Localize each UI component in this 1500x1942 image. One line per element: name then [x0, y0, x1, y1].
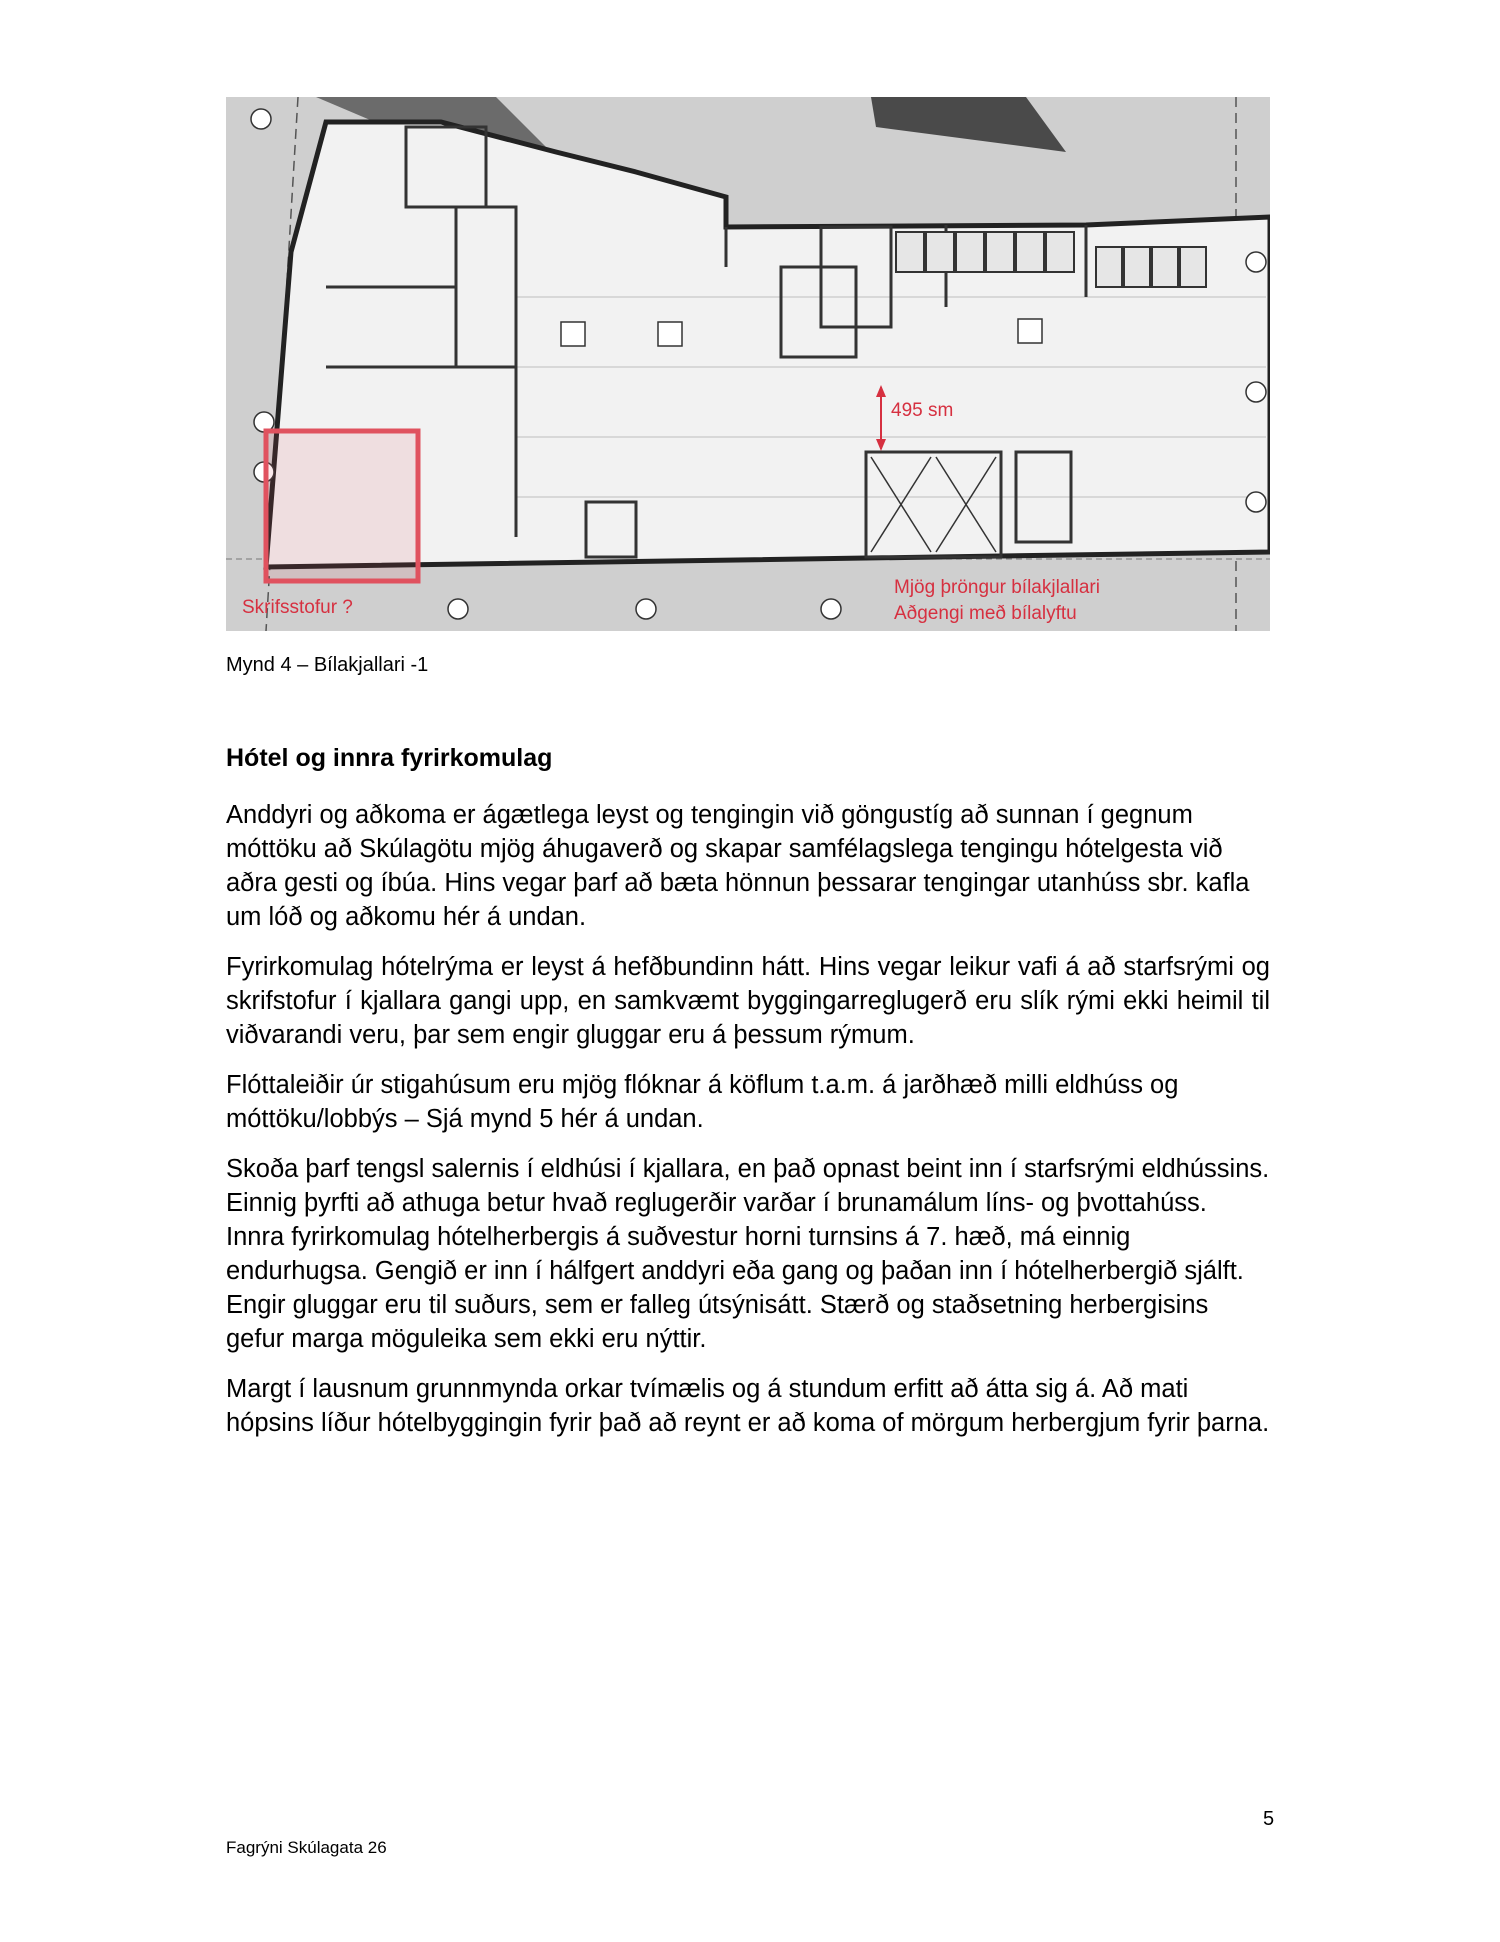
note-line-1: Mjög þröngur bílakjlallari	[894, 577, 1100, 598]
paragraph: Skoða þarf tengsl salernis í eldhúsi í kjallara, en það opnast beint inn í starfsrými eldhússins. Einnig þyrfti að athuga betur hvað reglugerðir varðar í brunamálum líns- og þvottahúss. Innra fyrirkomulag hótelherbergis á suðvestur horni turnsins á 7. hæð, má einnig endurhugsa. Gengið er inn í hálfgert anddyri eða gang og þaðan inn í hótelherbergið sjálft. Engir gluggar eru til suðurs, sem er falleg útsýnisátt. Stærð og staðsetning herbergisins gefur marga möguleika sem ekki eru nýttir.	[226, 1155, 1270, 1353]
page-footer: Fagrýni Skúlagata 26	[226, 1838, 387, 1857]
figure-caption: Mynd 4 – Bílakjallari -1	[226, 654, 429, 676]
page-number: 5	[1263, 1808, 1275, 1830]
floor-plan-figure	[226, 97, 1270, 631]
paragraph: Anddyri og aðkoma er ágætlega leyst og tengingin við göngustíg að sunnan í gegnum móttöku að Skúlagötu mjög áhugaverð og skapar samfélagslega tengingu hótelgesta við aðra gesti og íbúa. Hins vegar þarf að bæta hönnun þessarar tengingar utanhúss sbr. kafla um lóð og aðkomu hér á undan.	[226, 801, 1250, 931]
section-heading: Hótel og innra fyrirkomulag	[226, 744, 553, 772]
office-label: Skrifsstofur ?	[242, 597, 353, 618]
note-line-2: Aðgengi með bílalyftu	[894, 603, 1077, 624]
dimension-label: 495 sm	[891, 400, 954, 421]
office-highlight	[266, 431, 418, 581]
section-body	[226, 798, 1270, 1456]
paragraph: Fyrirkomulag hótelrýma er leyst á hefðbundinn hátt. Hins vegar leikur vafi á að starfsrými og skrifstofur í kjallara gangi upp, en samkvæmt byggingarreglugerð eru slík rými ekki heimil til viðvarandi veru, þar sem engir gluggar eru á þessum rýmum.	[226, 953, 1270, 1049]
paragraph: Margt í lausnum grunnmynda orkar tvímælis og á stundum erfitt að átta sig á. Að mati hópsins líður hótelbyggingin fyrir það að reynt er að koma of mörgum herbergjum fyrir þarna.	[226, 1375, 1270, 1437]
paragraph: Flóttaleiðir úr stigahúsum eru mjög flóknar á köflum t.a.m. á jarðhæð milli eldhúss og móttöku/lobbýs – Sjá mynd 5 hér á undan.	[226, 1071, 1179, 1133]
basement-floor-plan	[226, 97, 1270, 631]
